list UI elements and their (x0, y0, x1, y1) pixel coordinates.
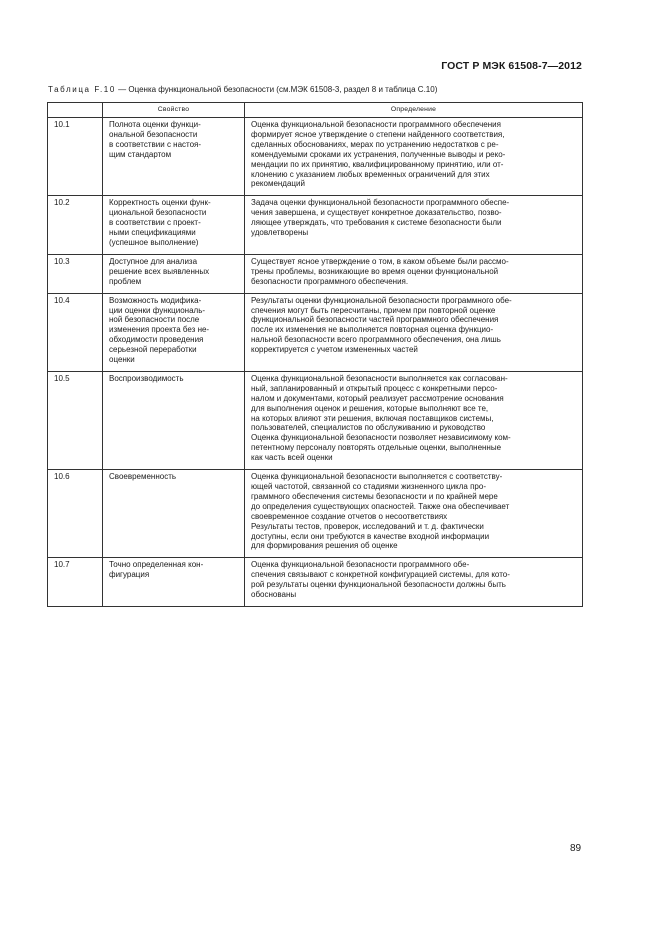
definition-line: мендации по их принятию, квалифицированному принятию, или от- (251, 159, 504, 169)
property-line: Полнота оценки функци- (109, 120, 201, 129)
property-line: ональной безопасности (109, 129, 198, 139)
definition-line: до определения существующих опасностей. Также она обеспечивает (251, 501, 510, 511)
table-row (48, 196, 583, 255)
property-line: в соответствии с настоя- (109, 139, 202, 149)
property-line: ными спецификациями (109, 228, 196, 238)
definition-line: своевременное создание отчетов о несоответствиях (251, 511, 448, 521)
definition-line: доступны, если они требуются в качестве входной информации (251, 531, 490, 541)
property-line: циональной безопасности (109, 208, 207, 218)
row-number: 10.5 (48, 371, 103, 469)
property-line: оценки (109, 355, 135, 365)
definition-line: формирует ясное утверждение о степени найденного соответствия, (251, 129, 505, 139)
definition-line: Оценка функциональной безопасности выполняется с соответству- (251, 472, 503, 482)
definition-line: трены проблемы, возникающие во время оценки функциональной (251, 266, 499, 276)
definition-line: для выполнения оценок и решения, которые выполняют все те, (251, 403, 489, 413)
column-header-property: Свойство (103, 103, 245, 118)
column-header-number (48, 103, 103, 118)
page-number: 89 (570, 843, 582, 854)
table-row (48, 293, 583, 371)
assessment-table (47, 102, 583, 607)
definition-line: после их изменения не выполняется повторная оценка функцио- (251, 325, 494, 335)
definition-line: граммного обеспечения системы безопасности и по крайней мере (251, 491, 498, 501)
property-line: Своевременность (109, 472, 177, 482)
row-number: 10.1 (48, 118, 103, 196)
definition-line: Оценка функциональной безопасности позволяет независимому ком- (251, 433, 511, 443)
property-line: Возможность модифика- (109, 295, 202, 305)
table-caption (48, 85, 437, 94)
definition-line: безопасности программного обеспечения. (251, 276, 409, 286)
property-cell (103, 118, 245, 196)
definition-line: комендуемыми сроками их устранения, полученные выводы и реко- (251, 149, 506, 159)
column-header-definition: Определение (245, 103, 583, 118)
row-number: 10.6 (48, 470, 103, 558)
property-line: Корректность оценки функ- (109, 198, 211, 208)
property-cell (103, 293, 245, 371)
table-row (48, 558, 583, 607)
table-row (48, 470, 583, 558)
definition-line: Оценка функциональной безопасности выполняется как согласован- (251, 373, 508, 383)
definition-line: сделанных обоснованиях, мерах по устранению недостатков с ре- (251, 139, 499, 149)
property-line: серьезной переработки (109, 345, 197, 355)
definition-line: для формирования решения об оценке (251, 541, 398, 551)
definition-line: рекомендаций (251, 179, 305, 189)
definition-line: Существует ясное утверждение о том, в каком объеме были рассмо- (251, 256, 509, 266)
property-line: в соответствии с проект- (109, 218, 201, 228)
definition-line: удовлетворены (251, 228, 309, 238)
definition-cell (245, 371, 583, 469)
property-cell (103, 254, 245, 293)
property-line: Доступное для анализа (109, 256, 198, 266)
definition-line: Оценка функциональной безопасности программного обеспечения (251, 120, 501, 129)
table-caption-text: Оценка функциональной безопасности (см.МЭК 61508-3, раздел 8 и таблица С.10) (128, 85, 438, 94)
definition-line: на которых влияют эти решения, включая поставщиков системы, (251, 413, 494, 423)
property-cell (103, 470, 245, 558)
definition-line: налом и документами, который реализует рассмотрение основания (251, 393, 504, 403)
definition-line: ющей частотой, связанной со стадиями жизненного цикла про- (251, 482, 486, 491)
property-line: ной безопасности после (109, 315, 200, 325)
table-row (48, 371, 583, 469)
definition-line: Задача оценки функциональной безопасности программного обеспе- (251, 198, 510, 208)
row-number: 10.7 (48, 558, 103, 607)
definition-line: как часть всей оценки (251, 453, 333, 463)
property-line: ции оценки функциональ- (109, 305, 206, 315)
row-number: 10.4 (48, 293, 103, 371)
definition-cell (245, 254, 583, 293)
table-body (48, 118, 583, 607)
table-header-row (48, 103, 583, 118)
definition-line: спечения связывают с конкретной конфигурацией системы, для кото- (251, 570, 510, 580)
definition-cell (245, 470, 583, 558)
definition-line: ный, запланированный и открытый процесс с конкретными персо- (251, 383, 498, 393)
property-line: изменения проекта без не- (109, 325, 210, 335)
definition-cell (245, 558, 583, 607)
row-number: 10.2 (48, 196, 103, 255)
definition-line: пользователей, специалистов по обслуживанию и руководство (251, 423, 486, 433)
table-row (48, 254, 583, 293)
property-line: решение всех выявленных (109, 266, 210, 276)
property-cell (103, 371, 245, 469)
property-line: проблем (109, 276, 142, 286)
definition-cell (245, 196, 583, 255)
property-line: Точно определенная кон- (109, 560, 204, 570)
property-line: фигурация (109, 570, 150, 580)
definition-line: спечения могут быть пересчитаны, причем при повторной оценке (251, 305, 496, 315)
property-line: обходимости проведения (109, 335, 204, 345)
definition-line: клонению с указанием любых временных ограничений для этих (251, 169, 490, 179)
definition-cell (245, 118, 583, 196)
definition-line: ляющее утверждать, что требования к системе безопасности были (251, 218, 502, 228)
property-cell (103, 558, 245, 607)
definition-line: обоснованы (251, 590, 297, 600)
definition-line: корректируется с учетом измененных частей (251, 345, 418, 355)
definition-line: Результаты оценки функциональной безопасности программного обе- (251, 295, 512, 305)
definition-line: рой результаты оценки функциональной безопасности должны быть (251, 580, 506, 590)
definition-line: нальной безопасности всего программного обеспечения, она лишь (251, 335, 501, 345)
definition-line: функциональной безопасности частей программного обеспечения (251, 315, 499, 325)
property-cell (103, 196, 245, 255)
table-caption-label: Таблица F.10 (48, 85, 116, 94)
table-row (48, 118, 583, 196)
row-number: 10.3 (48, 254, 103, 293)
property-line: Воспроизводимость (109, 373, 184, 383)
property-line: щим стандартом (109, 149, 172, 159)
definition-line: Результаты тестов, проверок, исследований и т. д. фактически (251, 521, 484, 531)
standard-designation: ГОСТ Р МЭК 61508-7—2012 (441, 60, 582, 72)
definition-line: петентному персоналу повторять отдельные оценки, выполненные (251, 443, 502, 453)
property-line: (успешное выполнение) (109, 237, 199, 247)
table-caption-dash: — (115, 85, 129, 94)
definition-line: чения завершена, и существует конкретное доказательство, позво- (251, 208, 502, 218)
definition-cell (245, 293, 583, 371)
definition-line: Оценка функциональной безопасности программного обе- (251, 560, 470, 570)
